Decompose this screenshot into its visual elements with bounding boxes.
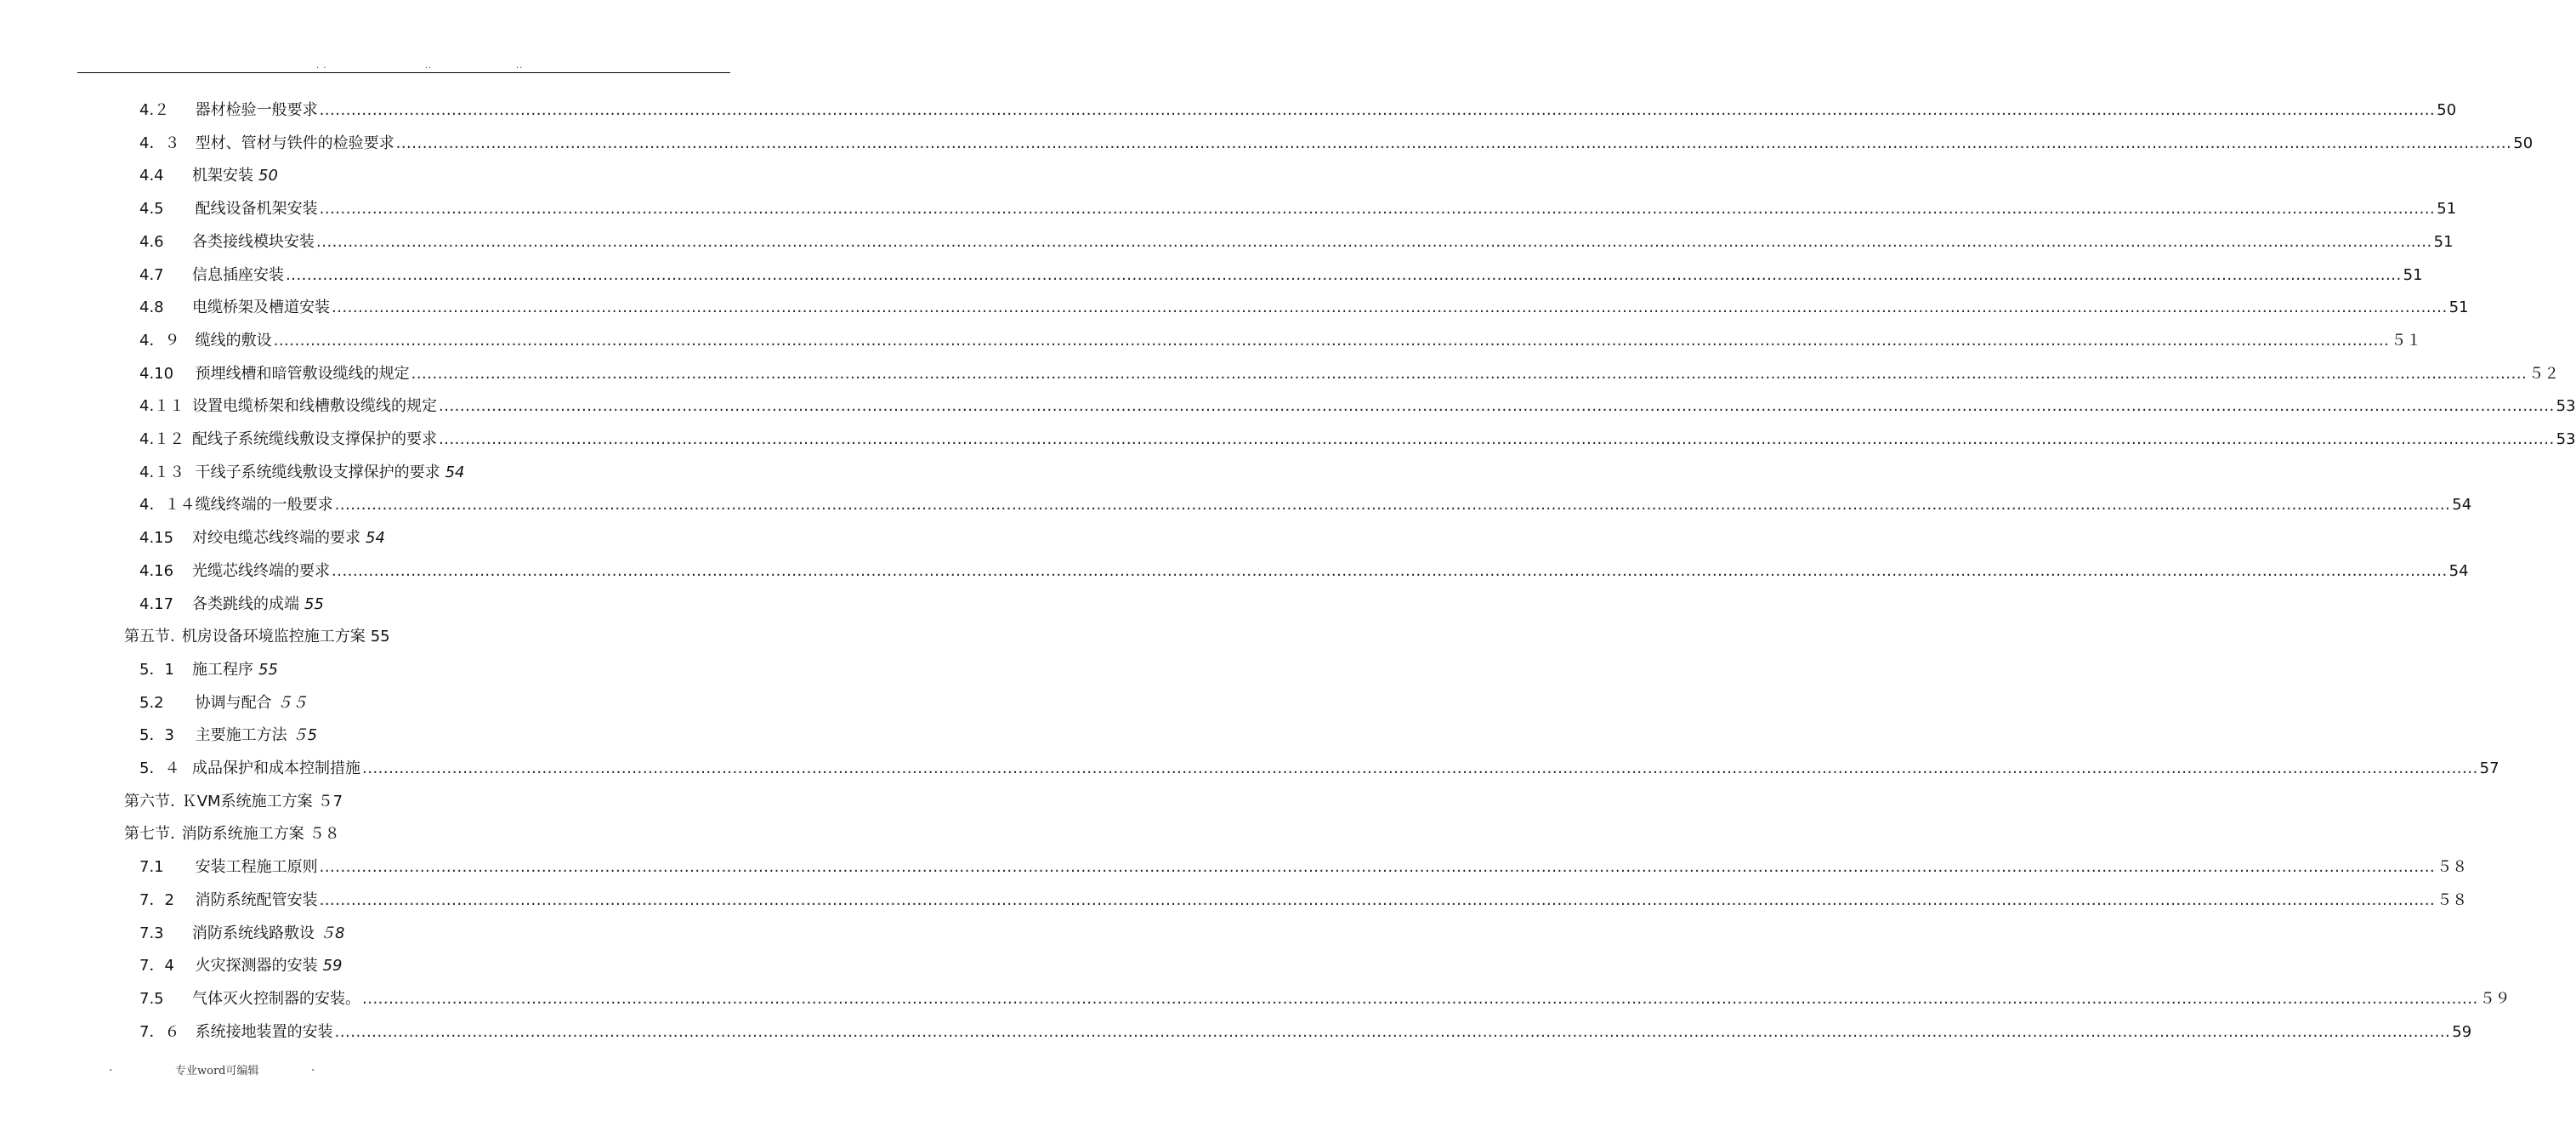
toc-dot-leader: ................................................................................................................................................................................................................................................................................................................................................................................................................ bbox=[319, 200, 2436, 219]
toc-entry-number: 4.１３ bbox=[139, 463, 185, 481]
toc-entry-title: 光缆芯线终端的要求 bbox=[192, 561, 330, 580]
toc-entry-title: 信息插座安装 bbox=[192, 265, 284, 284]
toc-entry-title: 机房设备环境监控施工方案 bbox=[181, 628, 366, 646]
toc-page-number: 57 bbox=[2479, 759, 2499, 777]
toc-entry-number: 7．６ bbox=[139, 1022, 180, 1041]
toc-dot-leader: ................................................................................................................................................................................................................................................................................................................................................................................................................ bbox=[316, 232, 2432, 251]
toc-section-row[interactable] bbox=[124, 626, 393, 648]
toc-page-number: ５7 bbox=[317, 792, 346, 810]
toc-section-row[interactable] bbox=[124, 823, 343, 845]
toc-entry-row[interactable] bbox=[139, 395, 2576, 418]
toc-entry-number: 第五节. bbox=[124, 628, 175, 646]
toc-dot-leader: ................................................................................................................................................................................................................................................................................................................................................................................................................ bbox=[319, 858, 2436, 877]
toc-entry-title: 器材检验一般要求 bbox=[192, 101, 318, 119]
toc-entry-number: 第六节. bbox=[124, 792, 175, 810]
toc-dot-leader: ................................................................................................................................................................................................................................................................................................................................................................................................................ bbox=[439, 397, 2555, 416]
toc-entry-title: 缆线终端的一般要求 bbox=[192, 496, 333, 515]
toc-entry-row[interactable] bbox=[139, 758, 2499, 780]
toc-page-number: ５２ bbox=[2528, 364, 2560, 383]
footer-text: 专业word可编辑 bbox=[175, 1065, 259, 1078]
toc-entry-number: 第七节. bbox=[124, 825, 175, 844]
toc-dot-leader: ................................................................................................................................................................................................................................................................................................................................................................................................................ bbox=[395, 134, 2512, 152]
page-footer bbox=[0, 1061, 808, 1078]
toc-entry-row[interactable] bbox=[139, 462, 468, 484]
toc-entry-row[interactable] bbox=[139, 133, 2533, 155]
toc-entry-title: ＫVM系统施工方案 bbox=[181, 792, 313, 810]
toc-entry-number: 4.16 bbox=[139, 561, 174, 580]
toc-entry-title: 机架安装 bbox=[192, 167, 253, 185]
toc-page-number: 50 bbox=[2437, 101, 2457, 119]
toc-page-number: 59 bbox=[322, 957, 346, 975]
toc-entry-number: 4.6 bbox=[139, 232, 164, 251]
toc-entry-number: 5．1 bbox=[139, 660, 174, 679]
toc-page-number: 55 bbox=[258, 660, 281, 679]
toc-entry-number: 4.15 bbox=[139, 529, 174, 548]
toc-page-number: 54 bbox=[2448, 561, 2469, 580]
toc-entry-title: 型材、管材与铁件的检验要求 bbox=[192, 134, 394, 152]
toc-entry-title: 火灾探测器的安装 bbox=[192, 957, 318, 975]
toc-entry-number: 7.5 bbox=[139, 989, 164, 1008]
toc-entry-title: 设置电缆桥架和线槽敷设缆线的规定 bbox=[192, 397, 437, 416]
toc-entry-number: 4.5 bbox=[139, 200, 164, 219]
toc-entry-row[interactable] bbox=[139, 923, 348, 945]
toc-dot-leader: ................................................................................................................................................................................................................................................................................................................................................................................................................ bbox=[362, 989, 2478, 1008]
toc-entry-row[interactable] bbox=[139, 100, 2457, 122]
toc-page-number: 51 bbox=[2433, 232, 2454, 251]
toc-entry-number: 5．3 bbox=[139, 726, 174, 745]
toc-page-number: 51 bbox=[2403, 265, 2423, 284]
page-header-marks bbox=[0, 61, 808, 73]
toc-entry-row[interactable] bbox=[139, 363, 2560, 385]
toc-entry-number: 4.10 bbox=[139, 364, 174, 383]
toc-entry-row[interactable] bbox=[139, 165, 281, 187]
toc-entry-row[interactable] bbox=[139, 429, 2576, 451]
toc-entry-title: 成品保护和成本控制措施 bbox=[192, 759, 360, 777]
toc-dot-leader: ................................................................................................................................................................................................................................................................................................................................................................................................................ bbox=[362, 759, 2478, 777]
toc-page-number: 51 bbox=[2448, 299, 2469, 317]
header-mark-1: . . bbox=[316, 61, 327, 71]
toc-page-number: 50 bbox=[258, 167, 281, 185]
toc-dot-leader: ................................................................................................................................................................................................................................................................................................................................................................................................................ bbox=[319, 890, 2436, 909]
toc-dot-leader: ................................................................................................................................................................................................................................................................................................................................................................................................................ bbox=[439, 430, 2555, 448]
toc-entry-title: 主要施工方法 bbox=[192, 726, 287, 745]
toc-entry-number: 4.１２ bbox=[139, 430, 185, 448]
toc-entry-row[interactable] bbox=[139, 297, 2469, 319]
toc-page-number: 55 bbox=[304, 594, 327, 613]
toc-entry-number: 4.4 bbox=[139, 167, 164, 185]
toc-dot-leader: ................................................................................................................................................................................................................................................................................................................................................................................................................ bbox=[411, 364, 2528, 383]
toc-entry-title: 配线子系统缆线敷设支撑保护的要求 bbox=[192, 430, 437, 448]
toc-page-number: 50 bbox=[2513, 134, 2533, 152]
toc-entry-row[interactable] bbox=[139, 231, 2454, 253]
toc-entry-number: 7．4 bbox=[139, 957, 174, 975]
toc-entry-row[interactable] bbox=[139, 594, 327, 616]
footer-dot-left: . bbox=[109, 1061, 113, 1074]
toc-dot-leader: ................................................................................................................................................................................................................................................................................................................................................................................................................ bbox=[334, 496, 2451, 515]
toc-entry-title: 消防系统配管安装 bbox=[192, 890, 318, 909]
toc-entry-title: 气体灭火控制器的安装。 bbox=[192, 989, 360, 1008]
toc-entry-title: 各类跳线的成端 bbox=[192, 594, 299, 613]
toc-page-number: ５5 bbox=[292, 726, 321, 745]
toc-entry-title: 系统接地装置的安装 bbox=[192, 1022, 333, 1041]
toc-entry-row[interactable] bbox=[139, 527, 389, 549]
toc-dot-leader: ................................................................................................................................................................................................................................................................................................................................................................................................................ bbox=[286, 265, 2402, 284]
toc-entry-number: 4.１１ bbox=[139, 397, 185, 416]
toc-entry-title: 安装工程施工原则 bbox=[192, 858, 318, 877]
toc-entry-row[interactable] bbox=[139, 725, 321, 747]
header-mark-2: .. bbox=[425, 61, 433, 71]
toc-page-number: ５９ bbox=[2479, 989, 2511, 1008]
toc-page-number: 53 bbox=[2556, 430, 2576, 448]
toc-entry-title: 消防系统施工方案 bbox=[181, 825, 304, 844]
toc-entry-title: 缆线的敷设 bbox=[192, 331, 272, 350]
toc-entry-title: 协调与配合 bbox=[192, 693, 272, 712]
toc-entry-title: 电缆桥架及槽道安装 bbox=[192, 299, 330, 317]
toc-entry-row[interactable] bbox=[139, 494, 2472, 516]
toc-page-number: 51 bbox=[2437, 200, 2457, 219]
toc-entry-title: 对绞电缆芯线终端的要求 bbox=[192, 529, 360, 548]
header-mark-3: .. bbox=[516, 61, 524, 71]
toc-page-number: 54 bbox=[445, 463, 468, 481]
toc-page-number: 54 bbox=[366, 529, 389, 548]
toc-entry-title: 施工程序 bbox=[192, 660, 253, 679]
toc-entry-row[interactable] bbox=[139, 890, 2468, 912]
toc-page-number: ５５ bbox=[276, 693, 311, 712]
toc-entry-number: 5.2 bbox=[139, 693, 164, 712]
toc-entry-number: 4．９ bbox=[139, 331, 180, 350]
toc-entry-title: 预埋线槽和暗管敷设缆线的规定 bbox=[192, 364, 410, 383]
toc-entry-row[interactable] bbox=[139, 560, 2469, 583]
toc-entry-row[interactable] bbox=[139, 1021, 2472, 1043]
toc-dot-leader: ................................................................................................................................................................................................................................................................................................................................................................................................................ bbox=[334, 1022, 2451, 1041]
toc-dot-leader: ................................................................................................................................................................................................................................................................................................................................................................................................................ bbox=[332, 299, 2448, 317]
toc-entry-number: 4.17 bbox=[139, 594, 174, 613]
toc-page-number: ５１ bbox=[2391, 331, 2422, 350]
toc-entry-row[interactable] bbox=[139, 330, 2422, 352]
toc-entry-row[interactable] bbox=[139, 988, 2511, 1010]
toc-dot-leader: ................................................................................................................................................................................................................................................................................................................................................................................................................ bbox=[273, 331, 2390, 350]
toc-page-number: 59 bbox=[2452, 1022, 2472, 1041]
toc-entry-number: 7．2 bbox=[139, 890, 174, 909]
toc-dot-leader: ................................................................................................................................................................................................................................................................................................................................................................................................................ bbox=[332, 561, 2448, 580]
toc-page-number: 53 bbox=[2556, 397, 2576, 416]
toc-page-number: ５８ bbox=[309, 825, 343, 844]
footer-dot-right: . bbox=[311, 1061, 315, 1074]
toc-entry-row[interactable] bbox=[139, 955, 345, 977]
header-rule bbox=[77, 72, 730, 73]
toc-entry-title: 配线设备机架安装 bbox=[192, 200, 318, 219]
toc-section-row[interactable] bbox=[124, 791, 346, 813]
toc-entry-number: 7.1 bbox=[139, 858, 164, 877]
toc-entry-number: 7.3 bbox=[139, 924, 164, 942]
toc-entry-row[interactable] bbox=[139, 692, 310, 714]
toc-entry-number: 4．１４ bbox=[139, 496, 196, 515]
toc-page-number: ５８ bbox=[2437, 858, 2468, 877]
toc-page-number: ５8 bbox=[320, 924, 349, 942]
toc-entry-row[interactable] bbox=[139, 198, 2457, 220]
toc-entry-number: 4.7 bbox=[139, 265, 164, 284]
toc-entry-number: 4．３ bbox=[139, 134, 180, 152]
toc-dot-leader: ................................................................................................................................................................................................................................................................................................................................................................................................................ bbox=[319, 101, 2436, 119]
toc-page-number: ５８ bbox=[2437, 890, 2468, 909]
toc-entry-row[interactable] bbox=[139, 264, 2423, 287]
toc-entry-number: 4.8 bbox=[139, 299, 164, 317]
toc-entry-row[interactable] bbox=[139, 856, 2468, 879]
toc-page-number: 55 bbox=[370, 628, 394, 646]
toc-entry-number: 4.２ bbox=[139, 101, 170, 119]
toc-entry-row[interactable] bbox=[139, 659, 281, 681]
toc-entry-title: 干线子系统缆线敷设支撑保护的要求 bbox=[192, 463, 440, 481]
toc-page-number: 54 bbox=[2452, 496, 2472, 515]
toc-entry-number: 5．４ bbox=[139, 759, 180, 777]
toc-entry-title: 各类接线模块安装 bbox=[192, 232, 315, 251]
toc-entry-title: 消防系统线路敷设 bbox=[192, 924, 315, 942]
